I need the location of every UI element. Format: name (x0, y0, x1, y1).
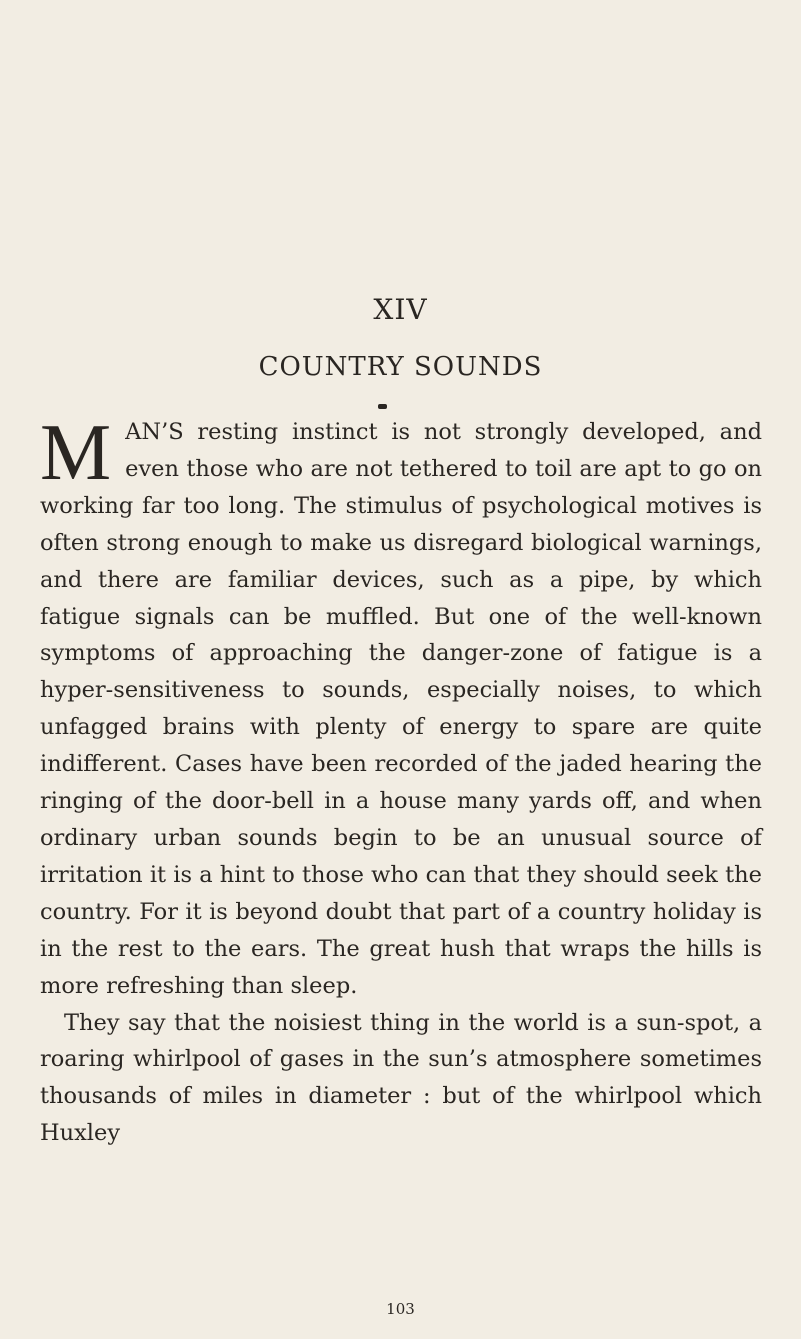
chapter-number: XIV (373, 293, 428, 326)
page-number: 103 (386, 1300, 415, 1318)
body-text (40, 409, 762, 1152)
chapter-title: COUNTRY SOUNDS (258, 352, 543, 382)
paragraph-1 (40, 409, 762, 1005)
drop-cap: M (40, 409, 112, 497)
paragraph-2: They say that the noisiest thing in the world is a sun-spot, a roaring whirlpool of gases in the sun’s atmosphere sometimes thousands of miles in diameter : but of the whirlpool which Huxley (40, 1009, 762, 1147)
title-ornament (378, 404, 387, 409)
paragraph-1-text: AN’S resting instinct is not strongly developed, and even those who are not tethered to toil are apt to go on working far too long. The stimulus of psychological motives is often strong enough to make us disregard biological warnings, and there are familiar devices, such as a pipe, by which fatigue signals can be muffled. But one of the well-known symptoms of approaching the danger-zone of fatigue is a hyper-sensitiveness to sounds, especially noises, to which unfagged brains with plenty of energy to spare are quite indifferent. Cases have been recorded of the jaded hearing the ringing of the door-bell in a house many yards off, and when ordinary urban sounds begin to be an unusual source of irritation it is a hint to those who can that they should seek the country. For it is beyond doubt that part of a country holiday is in the rest to the ears. The great hush that wraps the hills is more refreshing than sleep. (40, 419, 762, 999)
